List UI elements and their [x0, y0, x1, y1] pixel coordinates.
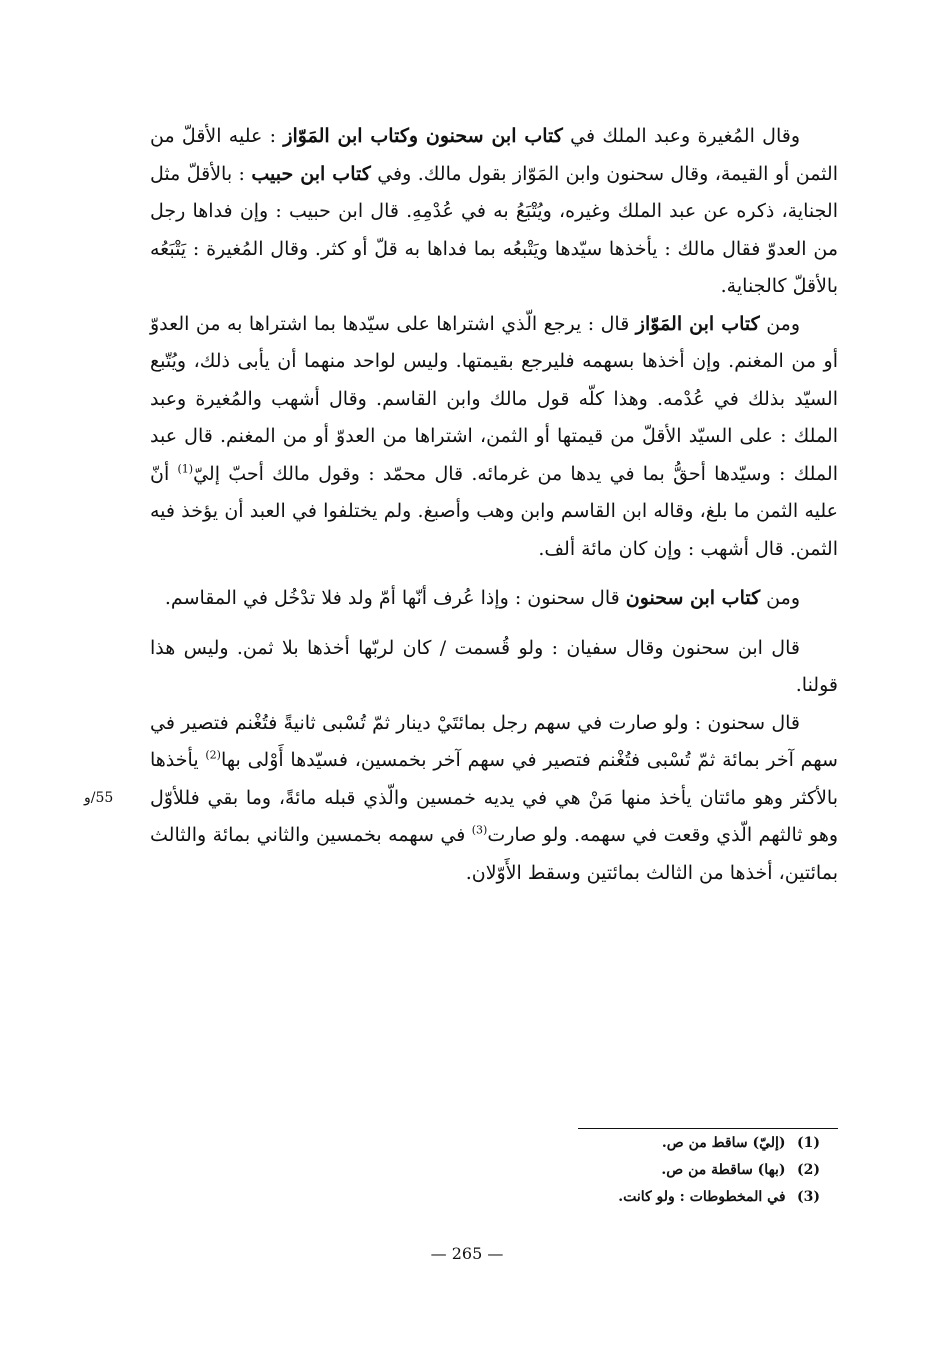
footnotes — [400, 1130, 820, 1211]
footnote-number: (1) — [797, 1135, 820, 1151]
source-reference: كتاب ابن المَوّاز — [635, 312, 760, 335]
main-text — [150, 118, 838, 892]
paragraph-3: ومن كتاب ابن سحنون قال سحنون : وإذا عُرف أنّها أمّ ولد فلا تدْخُل في المقاسم. — [164, 587, 800, 609]
paragraph-5: قال سحنون : ولو صارت في سهم رجل بمائتَيْ دينار ثمّ تُسْبى ثانيةً فتُغْنم فتصير في سهم آخر بمائة ثمّ تُسْبى فتُغْنم فتصير في سهم آخر بخمسين، فسيّدها أَوْلى بها$^{(2)}$ يأخذها بالأكثر وهو مائتان يأخذ منها مَنْ هي في يديه خمسين والّذي قبله مائةً، وما بقي فللأوّل وهو ثالثهم الّذي وقعت في سهمه. ولو صارت$^{(3)}$ في سهمه بخمسين والثاني بمائة والثالث بمائتين، أخذها من الثالث بمائتين وسقط الأَوّلان. — [150, 711, 839, 884]
footnote — [400, 1184, 820, 1211]
footnote-text: (إليّ) ساقط من ص. — [661, 1135, 786, 1151]
source-reference: كتاب ابن حبيب — [251, 162, 371, 185]
paragraph-1: وقال المُغيرة وعبد الملك في كتاب ابن سحنون وكتاب ابن المَوّاز : عليه الأقلّ من الثمن أو القيمة، وقال سحنون وابن المَوّاز بقول مالك. وفي كتاب ابن حبيب : بالأقلّ مثل الجناية، ذكره عن عبد الملك وغيره، ويُتْبَعُ به في عُدْمِهِ. قال ابن حبيب : وإن فداها رجل من العدوّ فقال مالك : يأخذها سيّدها ويَتْبعُه بما فداها به قلّ أو كثر. وقال المُغيرة : يَتْبَعُه بالأقلّ كالجناية. — [150, 125, 838, 297]
page-number: — 265 — — [430, 1244, 504, 1263]
footnote-text: في المخطوطات : ولو كانت. — [618, 1189, 786, 1205]
paragraph-2: ومن كتاب ابن المَوّاز قال : يرجع الّذي اشتراها على سيّدها بما اشتراها به من العدوّ أو من المغنم. وإن أخذها بسهمه فليرجع بقيمتها. وليس لواحد منهما أن يأبى ذلك، ويُتّبع السيّد بذلك في عُدْمه. وهذا كلّه قول مالك وابن القاسم. وقال أشهب والمُغيرة وعبد الملك : على السيّد الأقلّ من قيمتها أو الثمن، اشتراها من العدوّ أو من المغنم. قال عبد الملك : وسيّدها أحقُّ بما في يدها من غرمائه. قال محمّد : وقول مالك أحبّ إليّ$^{(1)}$ أنّ عليه الثمن ما بلغ، وقاله ابن القاسم وابن وهب وأصبغ. ولم يختلفوا في العبد أن يؤخذ فيه الثمن. قال أشهب : وإن كان مائة ألف. — [150, 312, 838, 560]
footnote-divider — [578, 1128, 838, 1129]
footnote-number: (3) — [797, 1189, 820, 1205]
footnote-marker: (2) — [205, 748, 221, 762]
source-reference: كتاب ابن سحنون — [625, 587, 761, 609]
manuscript-folio-note: 55/و — [84, 790, 114, 806]
footnote-text: (بها) ساقطة من ص. — [661, 1162, 786, 1178]
footnote-number: (2) — [797, 1162, 820, 1178]
footnote-marker: (1) — [177, 462, 194, 476]
footnote — [400, 1130, 820, 1157]
paragraph-4: قال ابن سحنون وقال سفيان : ولو قُسمت / كان لربّها أخذها بلا ثمن. وليس هذا قولنا. — [150, 636, 838, 696]
footnote — [400, 1157, 820, 1184]
footnote-marker: (3) — [471, 823, 488, 837]
source-reference: كتاب ابن سحنون وكتاب ابن المَوّاز — [283, 125, 563, 147]
